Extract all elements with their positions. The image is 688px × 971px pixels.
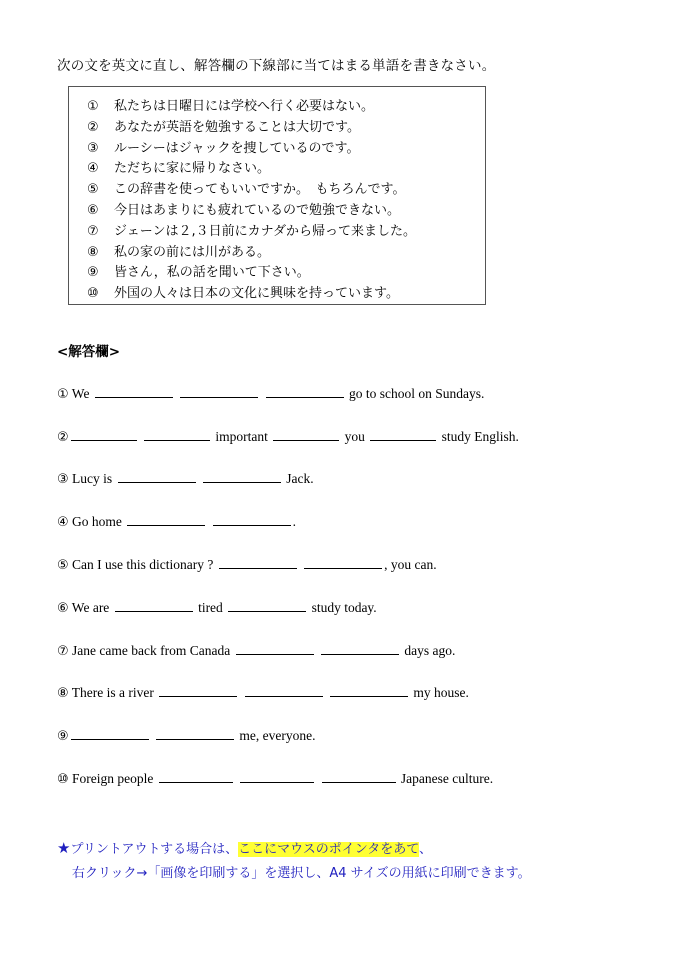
question-number: ⑨ (87, 265, 99, 281)
answer-number: ⑤ (57, 558, 69, 573)
instruction-text: 次の文を英文に直し、解答欄の下線部に当てはまる単語を書きなさい。 (57, 58, 496, 74)
answer-blank[interactable] (156, 725, 234, 740)
question-number: ⑦ (87, 223, 99, 239)
answer-blank[interactable] (203, 468, 281, 483)
answer-blank[interactable] (180, 383, 258, 398)
question-box (68, 86, 486, 305)
answer-blank[interactable] (321, 640, 399, 655)
answer-blank[interactable] (118, 468, 196, 483)
answer-line-4 (57, 511, 296, 532)
answer-text: Jane came back from Canada (72, 643, 231, 658)
answer-text: , you can. (384, 557, 437, 572)
answer-text: Japanese culture. (400, 771, 494, 786)
question-text: この辞書を使ってもいいですか。 もちろんです。 (114, 182, 406, 198)
answer-blank[interactable] (71, 725, 149, 740)
question-number: ④ (87, 161, 99, 177)
answer-text: There is a river (71, 685, 154, 700)
answer-text: Go home (72, 514, 122, 529)
answer-blank[interactable] (370, 426, 436, 441)
answer-line-2 (57, 426, 519, 447)
question-item (69, 97, 485, 118)
answer-text: you (344, 429, 365, 444)
question-item (69, 222, 485, 243)
print-instructions-text: 、 (419, 842, 433, 857)
answer-number: ⑦ (57, 644, 69, 659)
question-item (69, 118, 485, 139)
print-instructions-text: プリントアウトする場合は、 (70, 842, 239, 857)
answer-text: important (215, 429, 268, 444)
answer-line-5 (57, 554, 437, 575)
print-instructions-line-1 (57, 836, 531, 862)
question-text: 私たちは日曜日には学校へ行く必要はない。 (114, 99, 375, 114)
answer-line-10 (57, 768, 493, 789)
answer-blank[interactable] (245, 682, 323, 697)
answer-text: Lucy is (72, 471, 113, 486)
answer-line-8 (57, 682, 469, 703)
answer-section-title: <解答欄> (57, 344, 121, 360)
question-item (69, 201, 485, 222)
answer-blank[interactable] (240, 768, 314, 783)
question-text: 皆さん，私の話を聞いて下さい。 (114, 265, 310, 281)
answer-text: Jack. (286, 471, 314, 486)
answer-text: me, everyone. (239, 728, 316, 743)
answer-text: . (292, 514, 297, 529)
question-number: ⑤ (87, 182, 99, 198)
print-hover-target[interactable]: ここにマウスのポインタをあて (238, 842, 419, 857)
answer-blank[interactable] (144, 426, 210, 441)
answer-line-7 (57, 640, 455, 661)
question-item (69, 284, 485, 305)
answer-number: ② (57, 430, 69, 445)
answer-text: go to school on Sundays. (348, 386, 485, 401)
answer-text: We (71, 386, 90, 401)
question-number: ③ (87, 140, 99, 156)
answer-blank[interactable] (159, 768, 233, 783)
question-item (69, 243, 485, 264)
star-icon: ★ (57, 839, 71, 857)
question-text: 今日はあまりにも疲れているので勉強できない。 (114, 202, 401, 218)
question-number: ② (87, 119, 99, 135)
question-item (69, 159, 485, 180)
question-text: ルーシーはジャックを捜しているのです。 (114, 140, 360, 156)
question-text: ただちに家に帰りなさい。 (114, 161, 271, 177)
question-number: ⑩ (87, 286, 99, 302)
answer-text: study today. (311, 600, 377, 615)
answer-line-6 (57, 597, 377, 618)
answer-blank[interactable] (219, 554, 297, 569)
print-instructions (57, 836, 531, 886)
answer-number: ① (57, 387, 69, 402)
question-number: ⑧ (87, 244, 99, 260)
answer-blank[interactable] (236, 640, 314, 655)
question-item (69, 180, 485, 201)
answer-number: ⑥ (57, 601, 69, 616)
answer-blank[interactable] (273, 426, 339, 441)
answer-line-9 (57, 725, 316, 746)
answer-blank[interactable] (95, 383, 173, 398)
question-text: あなたが英語を勉強することは大切です。 (114, 119, 360, 135)
answer-blank[interactable] (71, 426, 137, 441)
answer-blank[interactable] (127, 511, 205, 526)
answer-number: ⑧ (57, 686, 69, 701)
question-text: ジェーンは２,３日前にカナダから帰って来ました。 (114, 223, 416, 239)
question-item (69, 139, 485, 160)
question-number: ① (87, 99, 99, 114)
answer-text: study English. (441, 429, 519, 444)
answer-number: ⑨ (57, 729, 69, 744)
answer-text: tired (198, 600, 223, 615)
question-item (69, 263, 485, 284)
answer-text: my house. (413, 685, 469, 700)
question-text: 外国の人々は日本の文化に興味を持っています。 (114, 286, 399, 302)
answer-blank[interactable] (115, 597, 193, 612)
answer-blank[interactable] (330, 682, 408, 697)
answer-text: days ago. (404, 643, 456, 658)
answer-number: ⑩ (57, 772, 69, 787)
answer-blank[interactable] (322, 768, 396, 783)
answer-text: Foreign people (72, 771, 154, 786)
question-text: 私の家の前には川がある。 (114, 244, 271, 260)
answer-line-1 (57, 383, 484, 404)
answer-text: Can I use this dictionary ? (72, 557, 214, 572)
answer-blank[interactable] (159, 682, 237, 697)
answer-blank[interactable] (213, 511, 291, 526)
answer-blank[interactable] (228, 597, 306, 612)
question-number: ⑥ (87, 202, 99, 218)
answer-blank[interactable] (304, 554, 382, 569)
answer-number: ③ (57, 472, 69, 487)
answer-number: ④ (57, 515, 69, 530)
print-instructions-line-2: 右クリック→「画像を印刷する」を選択し、A4 サイズの用紙に印刷できます。 (72, 866, 531, 881)
answer-text: We are (71, 600, 110, 615)
answer-blank[interactable] (266, 383, 344, 398)
answer-line-3 (57, 468, 314, 489)
